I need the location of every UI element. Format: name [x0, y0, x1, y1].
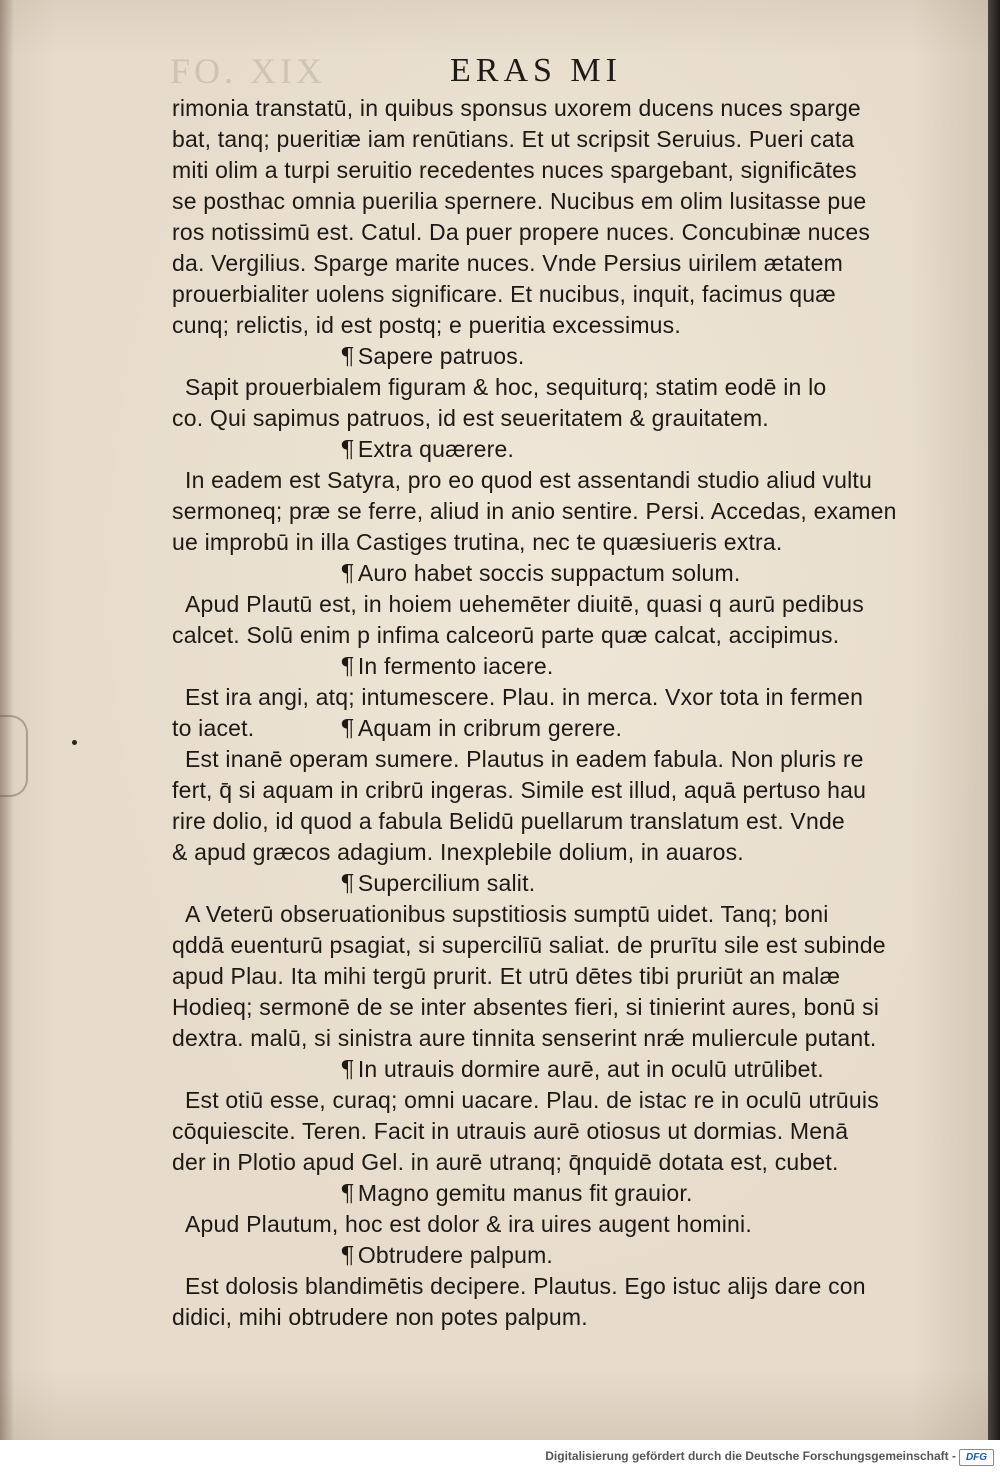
pilcrow-icon: ¶ [340, 871, 355, 897]
text-line: co. Qui sapimus patruos, id est seueritatem & grauitatem. [172, 405, 769, 431]
rubric-heading: ¶ Obtrudere palpum. [340, 1242, 554, 1269]
rubric-heading: ¶ Extra quærere. [340, 436, 515, 463]
pilcrow-icon: ¶ [340, 344, 355, 370]
dfg-logo-icon[interactable]: DFG [959, 1449, 994, 1466]
pilcrow-icon: ¶ [340, 437, 355, 463]
text-line: Est inanē operam sumere. Plautus in eadem fabula. Non pluris re [185, 746, 864, 772]
ghost-header: FO. XIX [170, 51, 327, 91]
text-line: Apud Plautū est, in hoiem uehemēter diuitē, quasi q aurū pedibus [185, 591, 864, 617]
text-line: da. Vergilius. Sparge marite nuces. Vnde Persius uirilem ætatem [172, 250, 843, 276]
rubric-heading: ¶ Magno gemitu manus fit grauior. [340, 1180, 693, 1207]
pilcrow-icon: ¶ [340, 654, 355, 680]
text-line: miti olim a turpi seruitio recedentes nuces spargebant, significātes [172, 157, 857, 183]
pilcrow-icon: ¶ [340, 716, 355, 742]
text-line: to iacet. [172, 715, 255, 741]
text-line: sermoneq; præ se ferre, aliud in anio sentire. Persi. Accedas, examen [172, 498, 897, 524]
clasp-mark [0, 715, 28, 797]
text-line: didici, mihi obtrudere non potes palpum. [172, 1304, 588, 1330]
text-line: ros notissimū est. Catul. Da puer propere nuces. Concubinæ nuces [172, 219, 871, 245]
pilcrow-icon: ¶ [340, 1243, 355, 1269]
running-head: ERAS MI [450, 52, 622, 89]
text-line: In eadem est Satyra, pro eo quod est assentandi studio aliud vultu [185, 467, 873, 493]
pilcrow-icon: ¶ [340, 561, 355, 587]
text-line: se posthac omnia puerilia spernere. Nucibus em olim lusitasse pue [172, 188, 867, 214]
text-line: der in Plotio apud Gel. in aurē utranq; q̄nquidē dotata est, cubet. [172, 1149, 839, 1175]
text-line: prouerbialiter uolens significare. Et nucibus, inquit, facimus quæ [172, 281, 836, 307]
text-line: Est otiū esse, curaq; omni uacare. Plau. de istac re in oculū utrūuis [185, 1087, 879, 1113]
text-line: calcet. Solū enim p infima calceorū parte quæ calcat, accipimus. [172, 622, 840, 648]
text-line: dextra. malū, si sinistra aure tinnita senserint nrǽ muliercule putant. [172, 1025, 877, 1051]
text-line: Sapit prouerbialem figuram & hoc, sequiturq; statim eodē in lo [185, 374, 827, 400]
text-line: cunq; relictis, id est postq; e pueritia excessimus. [172, 312, 681, 338]
text-line: cōquiescite. Teren. Facit in utrauis aurē otiosus ut dormias. Menā [172, 1118, 849, 1144]
text-line: rimonia transtatū, in quibus sponsus uxorem ducens nuces sparge [172, 95, 861, 121]
text-line: apud Plau. Ita mihi tergū prurit. Et utrū dētes tibi pruriūt an malæ [172, 963, 841, 989]
rubric-heading: ¶ Supercilium salit. [340, 870, 536, 897]
text-line: qddā euenturū psagiat, si supercilīū saliat. de prurītu sile est subinde [172, 932, 886, 958]
text-line: & apud græcos adagium. Inexplebile dolium, in auaros. [172, 839, 744, 865]
text-line: rire dolio, id quod a fabula Belidū puellarum translatum est. Vnde [172, 808, 845, 834]
pilcrow-icon: ¶ [340, 1181, 355, 1207]
rubric-heading: ¶ Aquam in cribrum gerere. [340, 715, 623, 742]
rubric-heading: ¶ In fermento iacere. [340, 653, 554, 680]
text-line: A Veterū obseruationibus supstitiosis sumptū uidet. Tanq; boni [185, 901, 829, 927]
text-line: ue improbū in illa Castiges trutina, nec te quæsiueris extra. [172, 529, 783, 555]
text-line: Hodieq; sermonē de se inter absentes fieri, si tinierint aures, bonū si [172, 994, 880, 1020]
pilcrow-icon: ¶ [340, 1057, 355, 1083]
rubric-heading: ¶ Sapere patruos. [340, 343, 525, 370]
text-line: Apud Plautum, hoc est dolor & ira uires augent homini. [185, 1211, 752, 1237]
text-line: Est ira angi, atq; intumescere. Plau. in merca. Vxor tota in fermen [185, 684, 864, 710]
digitization-footer [0, 1440, 1000, 1472]
footer-credit: Digitalisierung gefördert durch die Deutsche Forschungsgemeinschaft - [545, 1449, 956, 1463]
rubric-heading: ¶ In utrauis dormire aurē, aut in oculū utrūlibet. [340, 1056, 824, 1083]
text-line: Est dolosis blandimētis decipere. Plautus. Ego istuc alijs dare con [185, 1273, 866, 1299]
text-line: bat, tanq; pueritiæ iam renūtians. Et ut scripsit Seruius. Pueri cata [172, 126, 855, 152]
rubric-heading: ¶ Auro habet soccis suppactum solum. [340, 560, 741, 587]
ink-dot [72, 740, 77, 745]
text-line: fert, q̄ si aquam in cribrū ingeras. Simile est illud, aquā pertuso hau [172, 777, 867, 803]
scanner-edge [988, 0, 1000, 1440]
